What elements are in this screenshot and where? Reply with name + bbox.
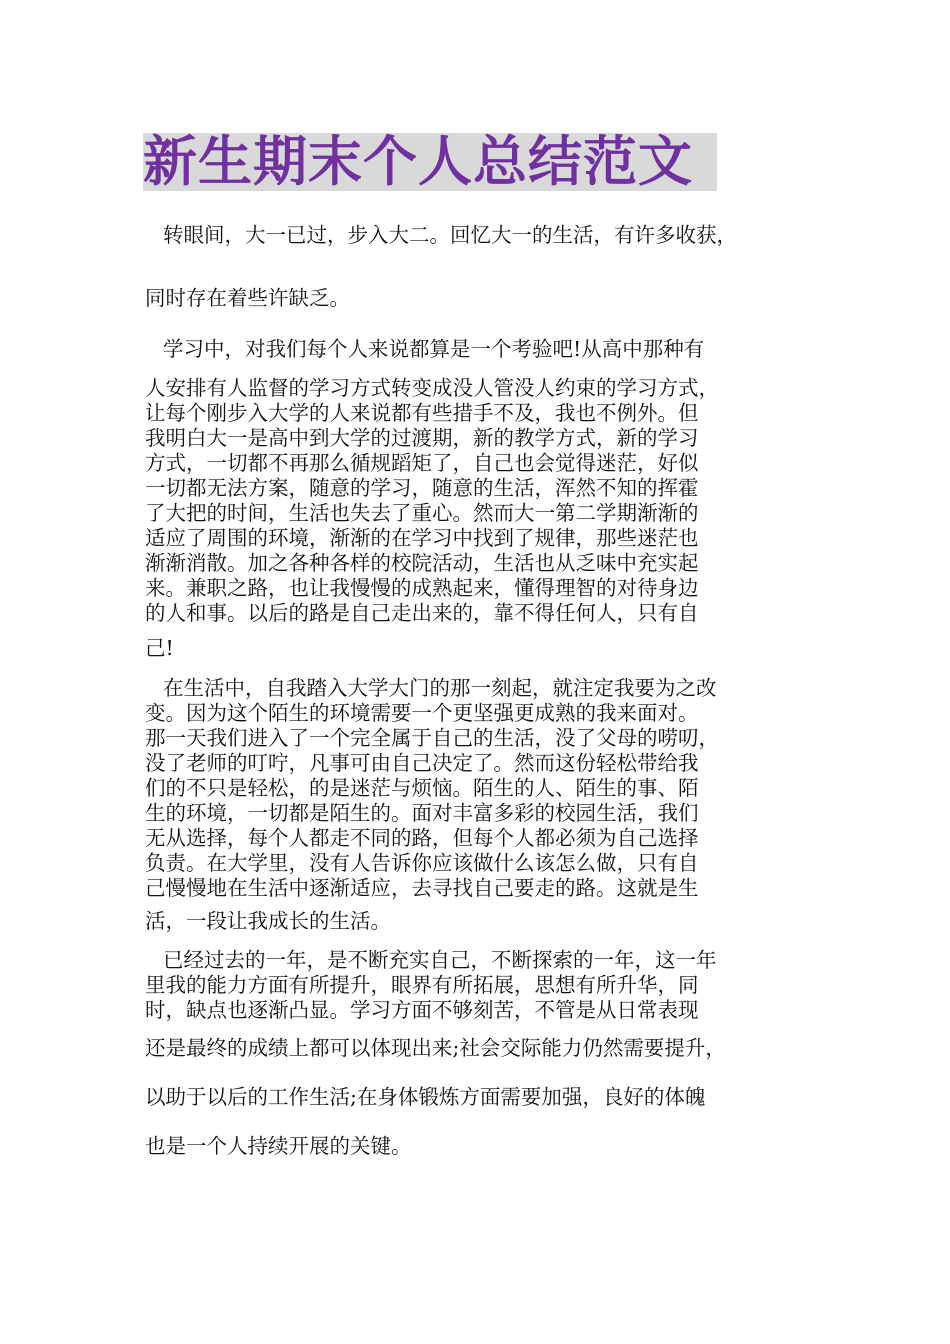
- text-line: 那一天我们进入了一个完全属于自己的生活，没了父母的唠叨，: [145, 726, 719, 750]
- text-line: 一切都无法方案，随意的学习，随意的生活，浑然不知的挥霍: [145, 476, 699, 500]
- text-line: 学习中，对我们每个人来说都算是一个考验吧!从高中那种有: [163, 337, 705, 361]
- text-line: 负责。在大学里，没有人告诉你应该做什么该怎么做，只有自: [145, 851, 699, 875]
- text-line: 的人和事。以后的路是自己走出来的，靠不得任何人，只有自: [145, 601, 699, 625]
- text-line: 适应了周围的环境，渐渐的在学习中找到了规律，那些迷茫也: [145, 526, 699, 550]
- text-line: 同时存在着些许缺乏。: [145, 286, 350, 310]
- text-line: 己!: [145, 636, 174, 660]
- text-line: 在生活中，自我踏入大学大门的那一刻起，就注定我要为之改: [163, 676, 717, 700]
- text-line: 转眼间，大一已过，步入大二。回忆大一的生活，有许多收获，: [163, 223, 737, 247]
- document-title: 新生期末个人总结范文: [143, 133, 717, 191]
- text-line: 们的不只是轻松，的是迷茫与烦恼。陌生的人、陌生的事、陌: [145, 776, 699, 800]
- text-line: 渐渐消散。加之各种各样的校院活动，生活也从乏味中充实起: [145, 551, 699, 575]
- text-line: 无从选择，每个人都走不同的路，但每个人都必须为自己选择: [145, 826, 699, 850]
- text-line: 人安排有人监督的学习方式转变成没人管没人约束的学习方式，: [145, 376, 719, 400]
- text-line: 己慢慢地在生活中逐渐适应，去寻找自己要走的路。这就是生: [145, 876, 699, 900]
- text-line: 让每个刚步入大学的人来说都有些措手不及，我也不例外。但: [145, 401, 699, 425]
- text-line: 活，一段让我成长的生活。: [145, 909, 391, 933]
- text-line: 也是一个人持续开展的关键。: [145, 1134, 412, 1158]
- text-line: 没了老师的叮咛，凡事可由自己决定了。然而这份轻松带给我: [145, 751, 699, 775]
- text-line: 还是最终的成绩上都可以体现出来;社会交际能力仍然需要提升，: [145, 1036, 726, 1060]
- text-line: 生的环境，一切都是陌生的。面对丰富多彩的校园生活，我们: [145, 801, 699, 825]
- text-line: 来。兼职之路，也让我慢慢的成熟起来，懂得理智的对待身边: [145, 576, 699, 600]
- text-line: 变。因为这个陌生的环境需要一个更坚强更成熟的我来面对。: [145, 701, 699, 725]
- text-line: 我明白大一是高中到大学的过渡期，新的教学方式，新的学习: [145, 426, 699, 450]
- text-line: 里我的能力方面有所提升，眼界有所拓展，思想有所升华，同: [145, 973, 699, 997]
- text-line: 已经过去的一年，是不断充实自己，不断探索的一年，这一年: [163, 948, 717, 972]
- text-line: 方式，一切都不再那么循规蹈矩了，自己也会觉得迷茫，好似: [145, 451, 699, 475]
- text-line: 以助于以后的工作生活;在身体锻炼方面需要加强，良好的体魄: [145, 1085, 706, 1109]
- text-line: 时，缺点也逐渐凸显。学习方面不够刻苦，不管是从日常表现: [145, 998, 699, 1022]
- text-line: 了大把的时间，生活也失去了重心。然而大一第二学期渐渐的: [145, 501, 699, 525]
